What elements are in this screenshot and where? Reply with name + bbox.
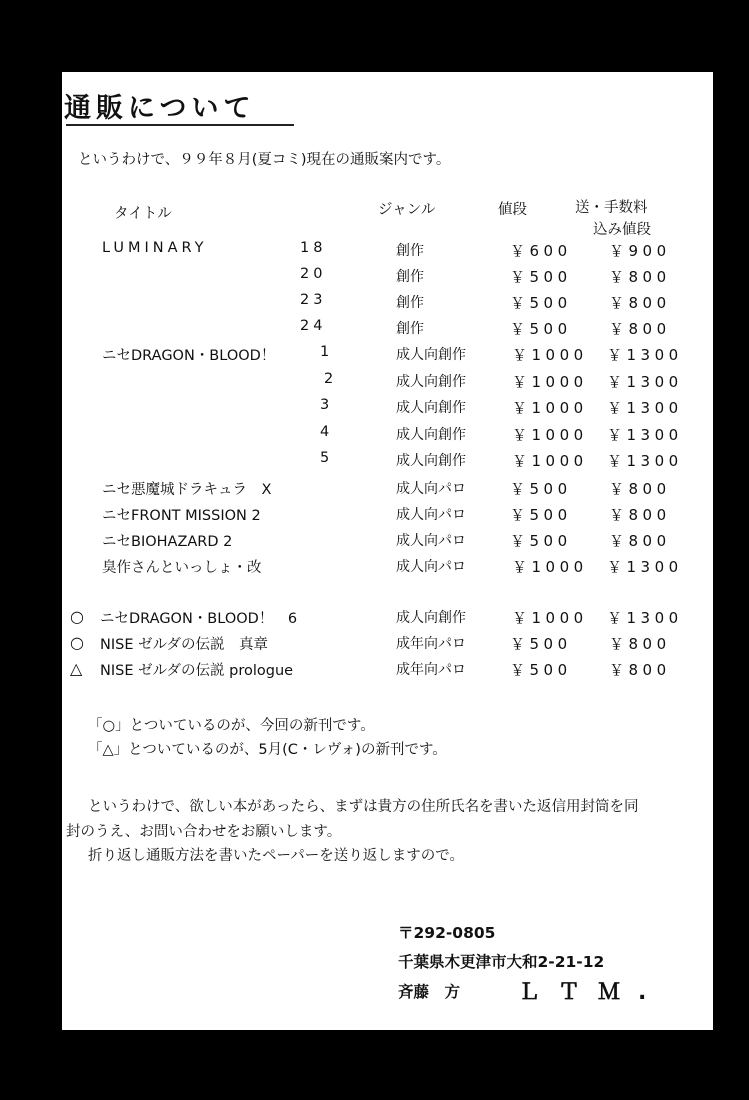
row-total: ￥1300: [607, 609, 683, 627]
row-number: 3: [320, 397, 334, 413]
header-shipping-line2: 込み値段: [593, 222, 651, 238]
row-number: 4: [320, 424, 334, 440]
row-total: ￥800: [609, 268, 671, 286]
circle-name: ＬＴＭ.: [518, 980, 665, 1005]
row-price: ￥500: [510, 320, 572, 338]
row-number: 1: [320, 344, 334, 360]
body-line-3: 折り返し通販方法を書いたペーパーを送り返しますので。: [88, 848, 464, 864]
row-genre: 創作: [396, 295, 424, 311]
row-genre: 成年向パロ: [396, 636, 466, 652]
row-total: ￥800: [609, 480, 671, 498]
row-price: ￥1000: [512, 426, 588, 444]
row-number: 24: [300, 318, 327, 334]
row-genre: 成人向パロ: [396, 533, 466, 549]
row-total: ￥800: [609, 661, 671, 679]
flyer-page: [62, 72, 713, 1030]
row-title: ニセDRAGON・BLOOD！ 6: [100, 611, 298, 627]
body-line-1: というわけで、欲しい本があったら、まずは貴方の住所氏名を書いた返信用封筒を同: [88, 799, 639, 815]
row-total: ￥1300: [607, 558, 683, 576]
row-genre: 創作: [396, 269, 424, 285]
row-number: 18: [300, 240, 327, 256]
header-title: タイトル: [114, 206, 172, 222]
body-line-2: 封のうえ、お問い合わせをお願いします。: [66, 824, 342, 840]
title-underline: [66, 124, 294, 126]
row-title: NISE ゼルダの伝説 真章: [100, 637, 269, 653]
row-genre: 創作: [396, 243, 424, 259]
row-total: ￥1300: [607, 399, 683, 417]
row-genre: 成年向パロ: [396, 662, 466, 678]
row-price: ￥1000: [512, 558, 588, 576]
row-mark: ○: [70, 607, 84, 626]
row-number: 20: [300, 266, 327, 282]
row-price: ￥500: [510, 294, 572, 312]
row-price: ￥1000: [512, 609, 588, 627]
row-genre: 成人向創作: [396, 347, 466, 363]
row-price: ￥500: [510, 268, 572, 286]
row-total: ￥1300: [607, 346, 683, 364]
row-price: ￥600: [510, 242, 572, 260]
row-total: ￥800: [609, 532, 671, 550]
row-total: ￥1300: [607, 452, 683, 470]
intro-text: というわけで、９９年８月(夏コミ)現在の通販案内です。: [78, 152, 451, 168]
row-price: ￥500: [510, 532, 572, 550]
row-genre: 成人向創作: [396, 453, 466, 469]
row-price: ￥500: [510, 506, 572, 524]
row-price: ￥1000: [512, 399, 588, 417]
row-price: ￥1000: [512, 452, 588, 470]
row-total: ￥800: [609, 506, 671, 524]
row-total: ￥800: [609, 635, 671, 653]
row-price: ￥500: [510, 480, 572, 498]
row-title: ニセBIOHAZARD 2: [102, 534, 233, 550]
header-price: 値段: [498, 202, 527, 218]
recipient-name: 斉藤 方: [398, 983, 461, 1001]
row-title: LUMINARY: [102, 240, 208, 256]
row-title: ニセFRONT MISSION 2: [102, 508, 261, 524]
row-price: ￥500: [510, 661, 572, 679]
row-price: ￥500: [510, 635, 572, 653]
row-genre: 成人向創作: [396, 374, 466, 390]
row-mark: △: [70, 659, 83, 678]
header-shipping-line1: 送・手数料: [575, 200, 648, 216]
row-total: ￥1300: [607, 373, 683, 391]
note-previous: 「△」とついているのが、5月(C・レヴォ)の新刊です。: [88, 742, 447, 758]
row-genre: 成人向創作: [396, 610, 466, 626]
row-total: ￥1300: [607, 426, 683, 444]
row-genre: 成人向パロ: [396, 559, 466, 575]
row-title: ニセDRAGON・BLOOD！: [102, 348, 276, 364]
row-genre: 創作: [396, 321, 424, 337]
row-total: ￥800: [609, 294, 671, 312]
row-title: NISE ゼルダの伝説 prologue: [100, 663, 294, 679]
row-price: ￥1000: [512, 346, 588, 364]
row-number: 2: [324, 371, 338, 387]
row-genre: 成人向パロ: [396, 481, 466, 497]
row-total: ￥900: [609, 242, 671, 260]
page-title: 通販について: [64, 93, 256, 124]
address-line: 千葉県木更津市大和2-21-12: [398, 953, 605, 971]
note-new: 「○」とついているのが、今回の新刊です。: [88, 718, 375, 734]
row-number: 5: [320, 450, 334, 466]
row-title: ニセ悪魔城ドラキュラ X: [102, 482, 272, 498]
postal-code: 〒292-0805: [398, 924, 496, 942]
row-title: 臭作さんといっしょ・改: [102, 560, 262, 576]
row-mark: ○: [70, 633, 84, 652]
row-genre: 成人向創作: [396, 400, 466, 416]
row-genre: 成人向創作: [396, 427, 466, 443]
row-total: ￥800: [609, 320, 671, 338]
row-number: 23: [300, 292, 327, 308]
row-genre: 成人向パロ: [396, 507, 466, 523]
row-price: ￥1000: [512, 373, 588, 391]
header-genre: ジャンル: [378, 202, 436, 218]
